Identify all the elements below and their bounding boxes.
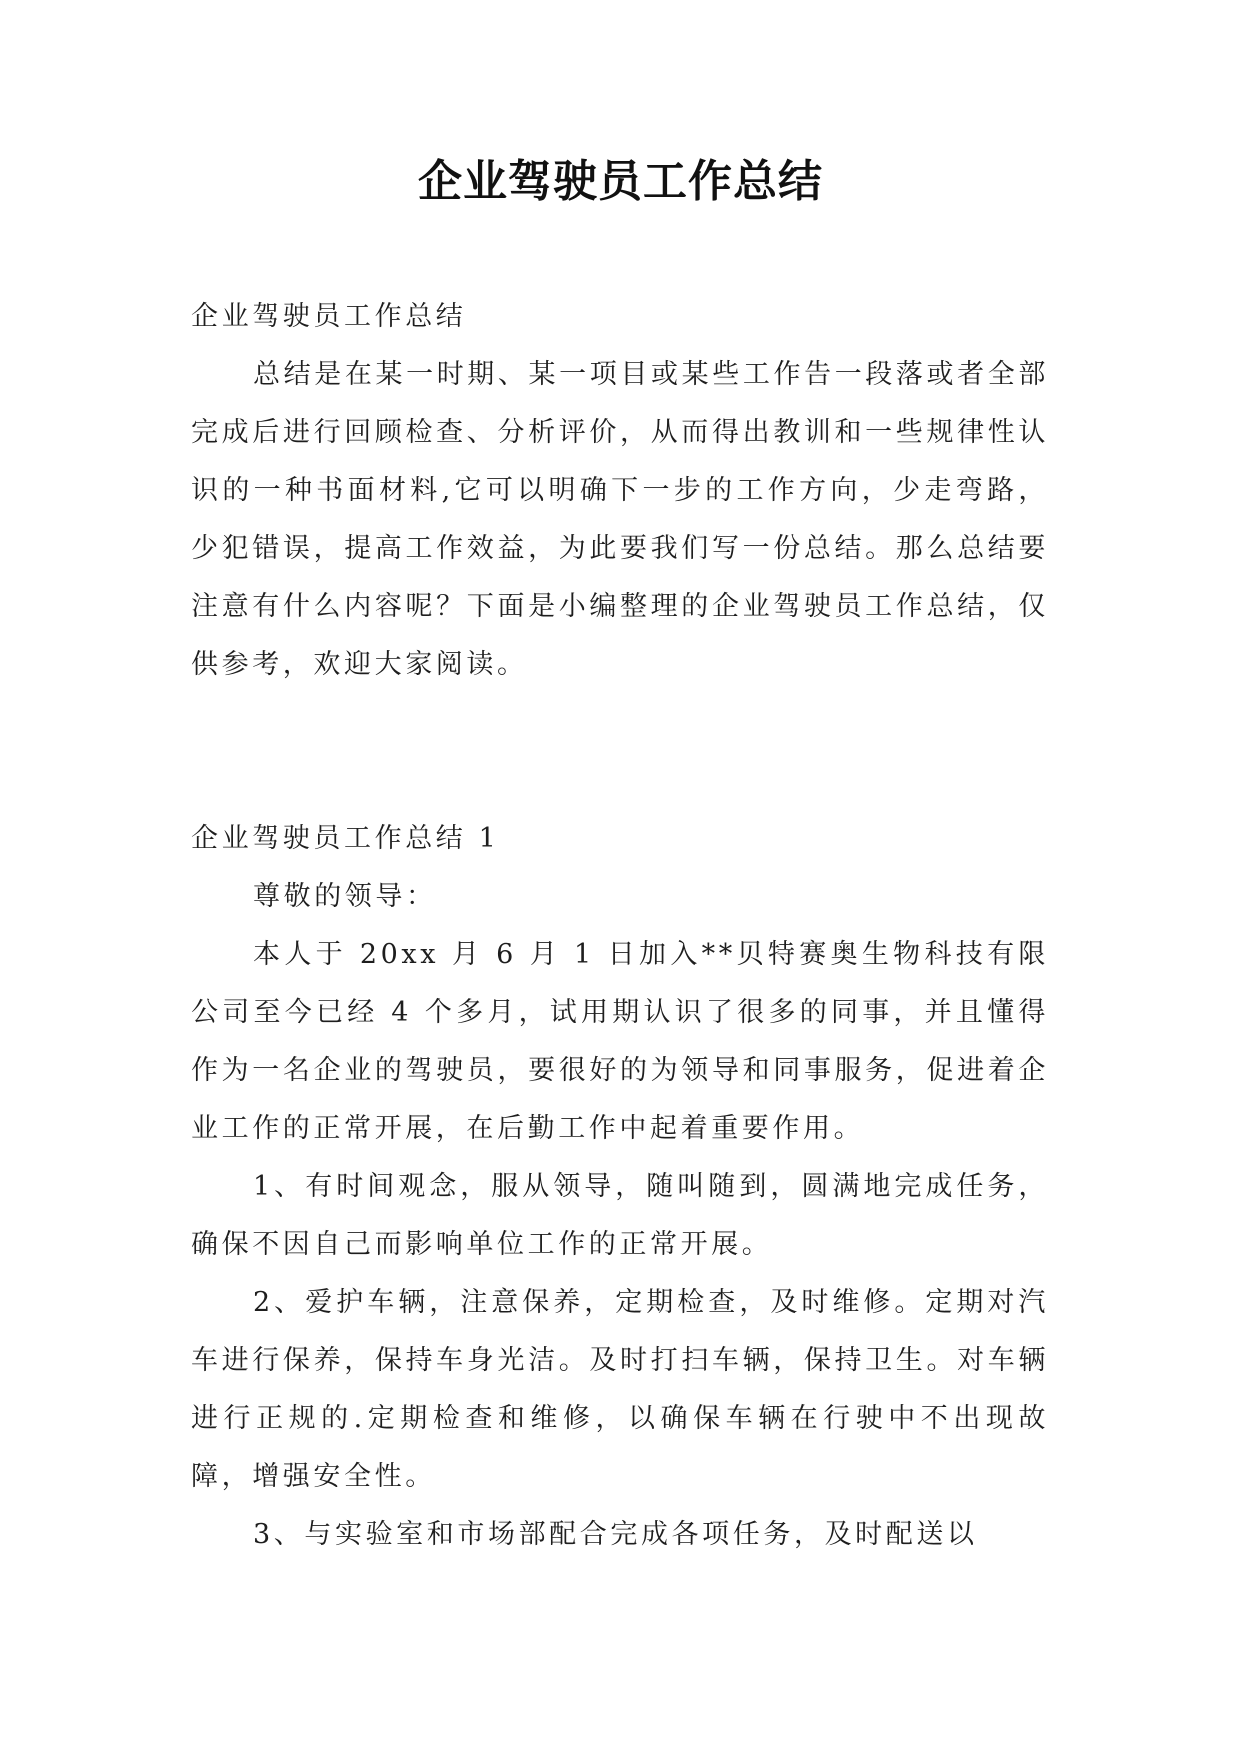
intro-section	[191, 288, 1049, 694]
section-1-item-2: 2、爱护车辆，注意保养，定期检查，及时维修。定期对汽车进行保养，保持车身光洁。及时打扫车辆，保持卫生。对车辆进行正规的.定期检查和维修，以确保车辆在行驶中不出现故障，增强安全性。	[191, 1287, 1049, 1492]
section-1	[191, 810, 1049, 1564]
salutation: 尊敬的领导：	[253, 881, 437, 912]
section-1-heading: 企业驾驶员工作总结 1	[191, 823, 500, 854]
intro-heading: 企业驾驶员工作总结	[191, 301, 467, 332]
section-1-item-1: 1、有时间观念，服从领导，随叫随到，圆满地完成任务，确保不因自己而影响单位工作的正常开展。	[191, 1171, 1049, 1260]
section-1-item-3: 3、与实验室和市场部配合完成各项任务，及时配送以	[253, 1519, 978, 1550]
intro-paragraph: 总结是在某一时期、某一项目或某些工作告一段落或者全部完成后进行回顾检查、分析评价，从而得出教训和一些规律性认识的一种书面材料,它可以明确下一步的工作方向，少走弯路，少犯错误，提高工作效益，为此要我们写一份总结。那么总结要注意有什么内容呢？下面是小编整理的企业驾驶员工作总结，仅供参考，欢迎大家阅读。	[191, 359, 1049, 680]
section-1-paragraph-1: 本人于 20xx 月 6 月 1 日加入**贝特赛奥生物科技有限公司至今已经 4 个多月，试用期认识了很多的同事，并且懂得作为一名企业的驾驶员，要很好的为领导和同事服务，促进着企业工作的正常开展，在后勤工作中起着重要作用。	[191, 939, 1049, 1144]
document-title: 企业驾驶员工作总结	[418, 156, 823, 207]
